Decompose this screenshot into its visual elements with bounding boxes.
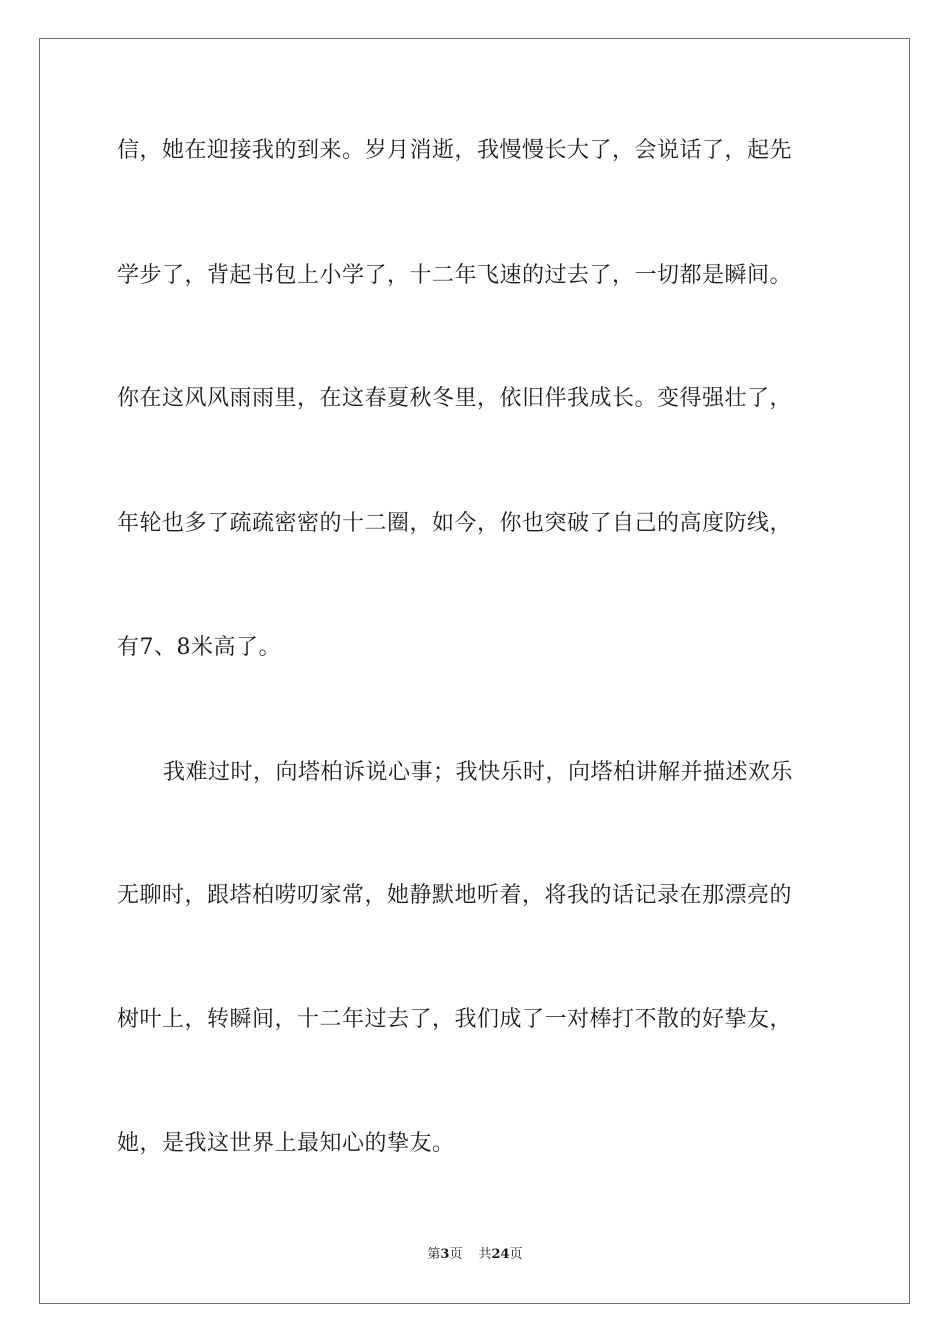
paragraph-line: 无聊时，跟塔柏唠叨家常，她静默地听着，将我的话记录在那漂亮的 (117, 883, 793, 908)
paragraph-line: 年轮也多了疏疏密密的十二圈，如今，你也突破了自己的高度防线， (117, 511, 793, 536)
paragraph-line: 我难过时，向塔柏诉说心事；我快乐时，向塔柏讲解并描述欢乐 (163, 760, 794, 785)
page-total: 共24页 (478, 1247, 523, 1262)
page-footer (0, 1246, 950, 1264)
page-border (39, 38, 910, 1304)
paragraph-line: 树叶上，转瞬间，十二年过去了，我们成了一对棒打不散的好挚友， (117, 1007, 793, 1032)
paragraph-line: 信，她在迎接我的到来。岁月消逝，我慢慢长大了，会说话了，起先 (117, 138, 793, 163)
paragraph-line: 学步了，背起书包上小学了，十二年飞速的过去了，一切都是瞬间。 (117, 263, 793, 288)
paragraph-line: 你在这风风雨雨里，在这春夏秋冬里，依旧伴我成长。变得强壮了， (117, 386, 793, 411)
paragraph-line: 她，是我这世界上最知心的挚友。 (117, 1131, 455, 1156)
paragraph-line: 有7、8米高了。 (117, 635, 281, 660)
page-number: 第3页 (427, 1247, 463, 1262)
